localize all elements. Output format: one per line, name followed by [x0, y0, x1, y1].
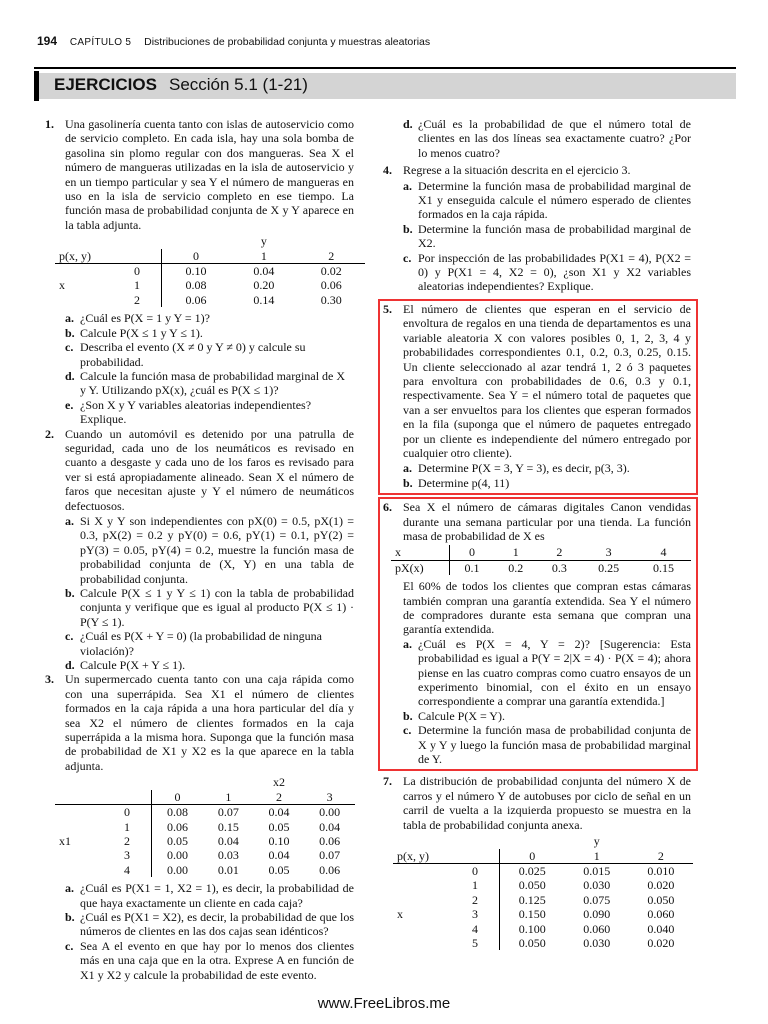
item: b. Determine p(4, 11) [403, 475, 510, 490]
chapter-title: Distribuciones de probabilidad conjunta y muestras aleatorias [144, 36, 431, 48]
exercise-6: 6. Sea X el número de cámaras digitales Canon vendidas durante una semana particular por una tienda. La función masa de probabilidad de X es [383, 500, 691, 543]
exercise-2: 2. Cuando un automóvil es detenido por una patrulla de seguridad, cada uno de los neumáticos es revisado en cuanto a desgaste y cada uno de los faros es revisado para ver si está apropiadamente alineado. Sean X el número de faros que necesitan ajuste y Y el número de neumáticos defectuosos. [45, 426, 354, 513]
joint-pmf-table-1: y p(x, y) 0 1 2 0 0.10 0.04 0.02 x 1 0.08 0.20 0.06 2 0.06 0.14 0.30 [55, 234, 365, 307]
section-range: Sección 5.1 (1-21) [168, 75, 308, 94]
item: b. Calcule P(X = Y). [403, 708, 505, 723]
chapter-label: CAPÍTULO 5 [69, 37, 132, 48]
joint-pmf-table-3: x2 0 1 2 3 0 0.08 0.07 0.04 0.00 1 0.06 0.15 0.05 0.04 x1 2 0.05 0.04 0.10 0.06 3 0.00 0.03 0.04 0.07 4 0.00 0.01 0.05 0.06 [55, 775, 355, 877]
joint-pmf-table-7: y p(x, y) 0 1 2 0 0.025 0.015 0.010 1 0.050 0.030 0.020 2 0.125 0.075 0.050 x 3 0.150 0.090 0.060 4 0.100 0.060 0.040 5 0.050 0.030 0.020 [393, 834, 693, 950]
item: c. Por inspección de las probabilidades P(X1 = 4), P(X2 = 0) y P(X1 = 4, X2 = 0), ¿son X1 y X2 variables aleatorias independientes? Explique. [403, 250, 691, 294]
item: a. ¿Cuál es P(X = 1 y Y = 1)? [65, 311, 210, 326]
item: b. ¿Cuál es P(X1 = X2), es decir, la probabilidad de que los números de clientes en las dos cajas sean idénticos? [65, 909, 354, 939]
section-banner [34, 67, 736, 103]
item: a. Determine P(X = 3, Y = 3), es decir, p(3, 3). [403, 461, 630, 476]
item: d. ¿Cuál es la probabilidad de que el número total de clientes en las dos líneas sea exactamente cuatro? ¿Por lo menos cuatro? [403, 117, 691, 160]
item: a. Determine la función masa de probabilidad marginal de X1 y enseguida calcule el número esperado de clientes formados en la caja rápida. [403, 178, 691, 222]
item: d. Calcule la función masa de probabilidad marginal de X y Y. Utilizando pX(x), ¿cuál es P(X ≤ 1)? [65, 368, 346, 398]
exercise-1 [45, 117, 354, 232]
item: a. Si X y Y son independientes con pX(0) = 0.5, pX(1) = 0.3, pX(2) = 0.2 y pY(0) = 0.6, pY(1) = 0.1, pY(2) = pY(3) = 0.05, pY(4) = 0.2, muestre la función masa de probabilidad conjunta de (X, Y) en una tabla de probabilidad conjunta. [65, 513, 354, 586]
highlight-box-exercise-5 [378, 299, 698, 495]
page-header [37, 34, 430, 48]
exercise-text: Una gasolinería cuenta tanto con islas de autoservicio como de servicio completo. En cada isla, hay una sola bomba de gasolina sin plomo regular con dos mangueras. Sea X el número de mangueras utilizadas en la isla de autoservicio y en un tiempo particular y sea Y el número de mangueras en uso en la isla de servicio completo en ese tiempo. La función masa de probabilidad conjunta de X y Y aparece en la tabla adjunta. [65, 117, 354, 232]
footer-url: www.FreeLibros.me [317, 995, 451, 1012]
section-label: EJERCICIOS [54, 75, 157, 94]
exercise-7: 7. La distribución de probabilidad conjunta del número X de carros y el número Y de autobuses por ciclo de señal en un carril de vuelta a la izquierda propuesto se muestra en la tabla de probabilidad conjunta anexa. [383, 774, 691, 832]
item: d. Calcule P(X + Y ≤ 1). [65, 658, 186, 673]
item: c. Describa el evento (X ≠ 0 y Y ≠ 0) y calcule su probabilidad. [65, 340, 306, 369]
item: c. Determine la función masa de probabilidad conjunta de X y Y y luego la función masa de probabilidad marginal de Y. [403, 723, 691, 767]
exercise-5: 5. El número de clientes que esperan en el servicio de envoltura de regalos en una tienda de departamentos es una variable aleatoria X con valores posibles 0, 1, 2, 3, 4 y probabilidades correspondientes 0.1, 0.2, 0.3, 0.25, 0.15. Un cliente seleccionado al azar tendrá 1, 2 ó 3 paquetes para envoltura con probabilidades de 0.6, 0.3 y 0.1, respectivamente. Sea Y = el número total de paquetes que van a ser envueltos para los clientes que esperan formados en la fila (suponga que el número de paquetes entregado por un cliente es independiente del número entregado por cualquier otro cliente). [383, 301, 691, 460]
item: b. Determine la función masa de probabilidad marginal de X2. [403, 221, 691, 251]
item: a. ¿Cuál es P(X1 = 1, X2 = 1), es decir, la probabilidad de que haya exactamente un cliente en cada caja? [65, 881, 354, 910]
exercise-3: 3. Un supermercado cuenta tanto con una caja rápida como con una superrápida. Sea X1 el número de clientes formados en la caja rápida a una hora particular del día y sea X2 el número de clientes formados en la caja superrápida a la misma hora. Suponga que la función masa de probabilidad de X1 y X2 es la que aparece en la tabla adjunta. [45, 672, 354, 773]
item: b. Calcule P(X ≤ 1 y Y ≤ 1) con la tabla de probabilidad conjunta y verifique que es igual al producto P(X ≤ 1) · P(Y ≤ 1). [65, 586, 354, 629]
pmf-table-6: x 0 1 2 3 4 pX(x) 0.1 0.2 0.3 0.25 0.15 [391, 545, 691, 575]
item: c. Sea A el evento en que hay por lo menos dos clientes más en una caja que en la otra. Exprese A en función de X1 y X2 y calcule la probabilidad de este evento. [65, 938, 354, 982]
page-number: 194 [37, 34, 58, 48]
left-column [45, 117, 354, 982]
item: c. ¿Cuál es P(X + Y = 0) (la probabilidad de ninguna violación)? [65, 629, 322, 658]
item: e. ¿Son X y Y variables aleatorias independientes? Explique. [65, 397, 312, 427]
exercise-text: El 60% de todos los clientes que compran estas cámaras también compran una garantía extendida. Sea Y el número de compradores durante esta semana que compran una garantía extendida. [403, 579, 691, 637]
exercise-4: 4. Regrese a la situación descrita en el ejercicio 3. [383, 163, 631, 178]
exercise-number: 1. [45, 117, 54, 131]
item: b. Calcule P(X ≤ 1 y Y ≤ 1). [65, 325, 203, 340]
item: a. ¿Cuál es P(X = 4, Y = 2)? [Sugerencia: Esta probabilidad es igual a P(Y = 2|X = 4) · P(X = 4); ahora piense en las cuatro compras como cuatro ensayos de un experimento binomial, con el éxito en un ensayo correspondiente a comprar una garantía extendida.] [403, 636, 691, 709]
highlight-box-exercise-6 [378, 497, 698, 771]
